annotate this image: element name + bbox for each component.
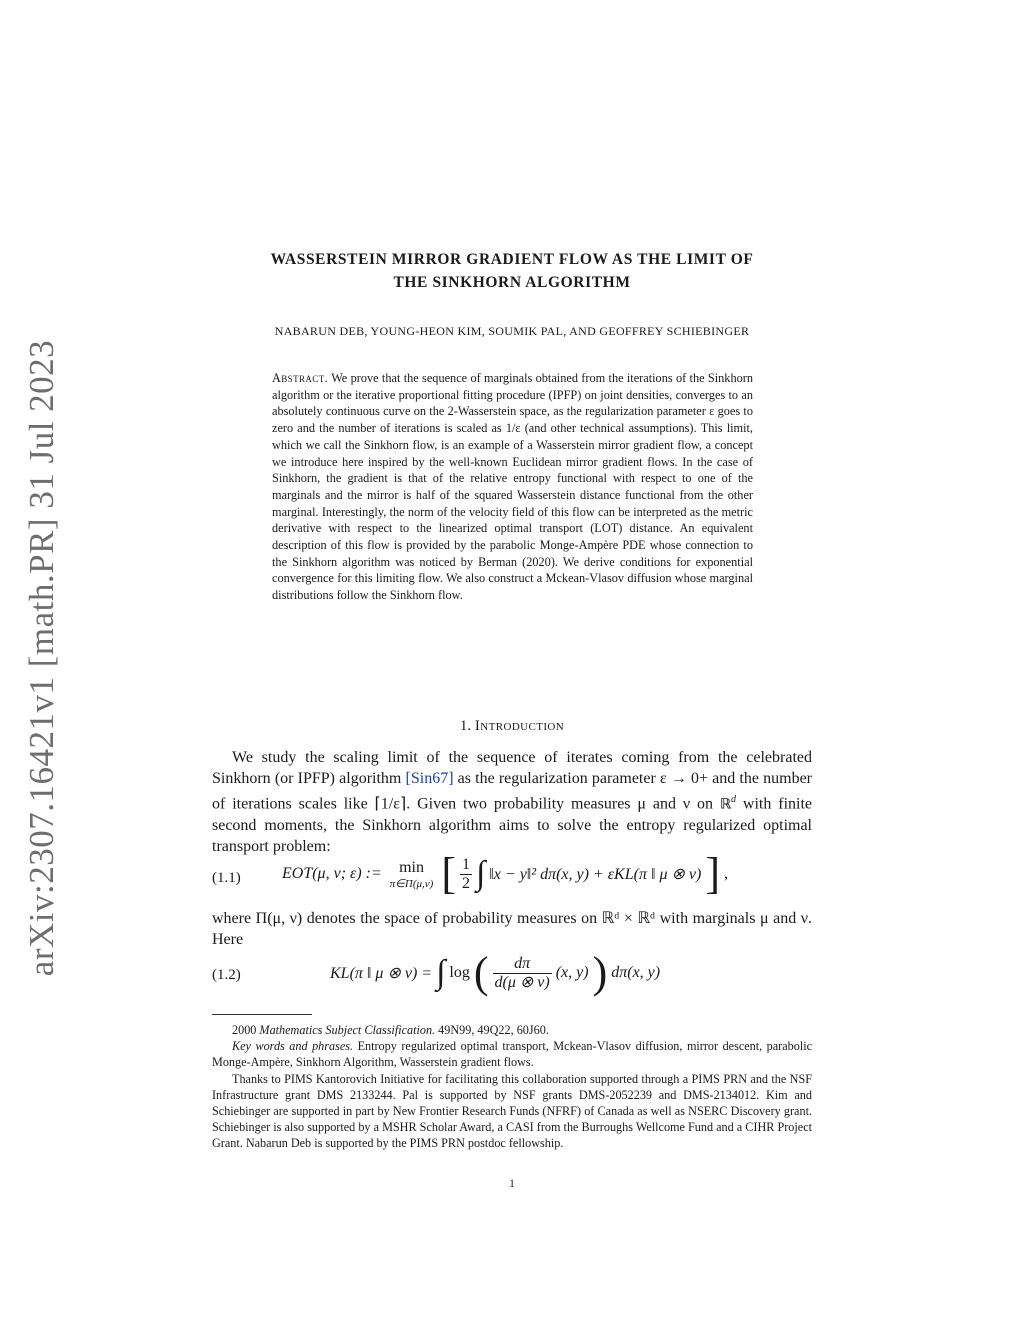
arxiv-identifier-sidebar: arXiv:2307.16421v1 [math.PR] 31 Jul 2023 <box>22 339 61 977</box>
intro-text-b: as the regularization parameter ε → 0+ and the number of iterations scales like ⌈1/ε⌉. Given two probability measures μ and ν on <box>212 770 813 813</box>
eq2-density-fraction <box>493 955 552 992</box>
eq1-frac-den: 2 <box>461 874 470 892</box>
title-line-2: THE SINKHORN ALGORITHM <box>393 274 631 291</box>
citation-sin67[interactable]: [Sin67] <box>405 770 454 787</box>
equation-1-1 <box>282 849 728 898</box>
eq1-left-bracket: [ <box>441 849 456 898</box>
abstract-text: We prove that the sequence of marginals obtained from the iterations of the Sinkhorn algorithm or the iterative proportional fitting procedure (IPFP) on joint densities, converges to an absolutely continuous curve on the 2-Wasserstein space, as the regularization parameter ε goes to zero and the number of iterations is scaled as 1/ε (and other technical assumptions). This limit, which we call the Sinkhorn flow, is an example of a Wasserstein mirror gradient flow, a concept we introduce here inspired by the well-known Euclidean mirror gradient flows. In the case of Sinkhorn, the gradient is that of the relative entropy functional with respect to one of the marginals and the mirror is half of the squared Wasserstein distance functional from the other marginal. Interestingly, the norm of the velocity field of this flow can be interpreted as the metric derivative with respect to the linearized optimal transport (LOT) distance. An equivalent description of this flow is provided by the parabolic Monge-Ampère PDE whose connection to the Sinkhorn algorithm was noticed by Berman (2020). We derive conditions for exponential convergence for this limiting flow. We also construct a Mckean-Vlasov diffusion whose marginal distributions follow the Sinkhorn flow. <box>272 371 753 603</box>
eq1-min-subscript: π∈Π(μ,ν) <box>389 878 434 890</box>
abstract <box>272 370 753 604</box>
intro-paragraph-2: where Π(μ, ν) denotes the space of probability measures on ℝᵈ × ℝᵈ with marginals μ and ν. Here <box>212 910 812 948</box>
footnote-acknowledgements: Thanks to PIMS Kantorovich Initiative for facilitating this collaboration supported through a PIMS PRN and the NSF Infrastructure grant DMS 2133244. Pal is supported by NSF grants DMS-2052239 and DMS-2134012. Kim and Schiebinger are supported in part by New Frontier Research Funds (NFRF) of Canada as well as NSERC Discovery grant. Schiebinger is also supported by a MSHR Scholar Award, a CASI from the Burroughs Wellcome Fund and a CIHR Project Grant. Nabarun Deb is supported by the PIMS PRN postdoc fellowship. <box>212 1071 812 1151</box>
eq2-right-paren: ) <box>592 948 608 997</box>
section-number: 1. <box>459 718 472 734</box>
eq1-right-bracket: ] <box>705 849 720 898</box>
footnotes <box>212 1022 812 1152</box>
equation-1-1-number: (1.1) <box>212 870 241 886</box>
section-title: Introduction <box>474 718 565 734</box>
equation-1-2-number: (1.2) <box>212 967 241 983</box>
eq1-lhs: EOT(μ, ν; ε) := <box>282 865 382 882</box>
eq2-lhs: KL(π ‖ μ ⊗ ν) = <box>330 965 433 982</box>
dimension-superscript: d <box>731 794 737 805</box>
eq1-body: ‖x − y‖² dπ(x, y) + εKL(π ‖ μ ⊗ ν) <box>489 866 702 883</box>
eq1-half-fraction <box>460 856 472 893</box>
eq1-min: min <box>399 859 424 876</box>
eq2-frac-den: d(μ ⊗ ν) <box>494 973 550 991</box>
integral-sign-icon: ∫ <box>436 954 446 991</box>
msc-label: Mathematics Subject Classification. <box>259 1023 436 1037</box>
equation-1-2 <box>330 948 661 997</box>
eq2-tail: dπ(x, y) <box>611 964 661 981</box>
eq1-min-operator <box>390 858 434 890</box>
eq2-arg: (x, y) <box>555 964 589 981</box>
intro-text-a: We study the scaling limit of the sequence of iterates coming from the celebrated Sinkhorn (or IPFP) algorithm <box>212 749 812 787</box>
footnote-keywords <box>212 1038 812 1070</box>
eq1-frac-num: 1 <box>461 855 470 873</box>
paper-title <box>180 248 844 294</box>
real-space-symbol: ℝ <box>719 796 732 813</box>
intro-paragraph-1 <box>212 747 812 857</box>
keywords-label: Key words and phrases. <box>232 1039 354 1054</box>
footnote-msc <box>212 1022 812 1038</box>
eq1-tail: , <box>723 865 728 882</box>
abstract-label: Abstract. <box>272 371 329 385</box>
integral-sign-icon: ∫ <box>475 855 486 892</box>
msc-year: 2000 <box>232 1023 257 1037</box>
footnote-divider <box>212 1014 312 1015</box>
page-number: 1 <box>509 1178 515 1190</box>
section-heading <box>212 718 812 735</box>
intro-text-c: with finite second moments, the Sinkhorn algorithm aims to solve the entropy regularized optimal transport problem: <box>212 795 813 856</box>
keywords-text: Entropy regularized optimal transport, Mckean-Vlasov diffusion, mirror descent, parabolic Monge-Ampère, Sinkhorn Algorithm, Wasserstein gradient flows. <box>212 1039 813 1070</box>
eq2-left-paren: ( <box>473 948 489 997</box>
eq2-log: log <box>449 964 470 981</box>
title-line-1: WASSERSTEIN MIRROR GRADIENT FLOW AS THE LIMIT OF <box>270 251 754 268</box>
author-list: NABARUN DEB, YOUNG-HEON KIM, SOUMIK PAL, AND GEOFFREY SCHIEBINGER <box>274 324 750 338</box>
eq2-frac-num: dπ <box>493 955 552 974</box>
msc-codes: 49N99, 49Q22, 60J60. <box>438 1023 549 1037</box>
